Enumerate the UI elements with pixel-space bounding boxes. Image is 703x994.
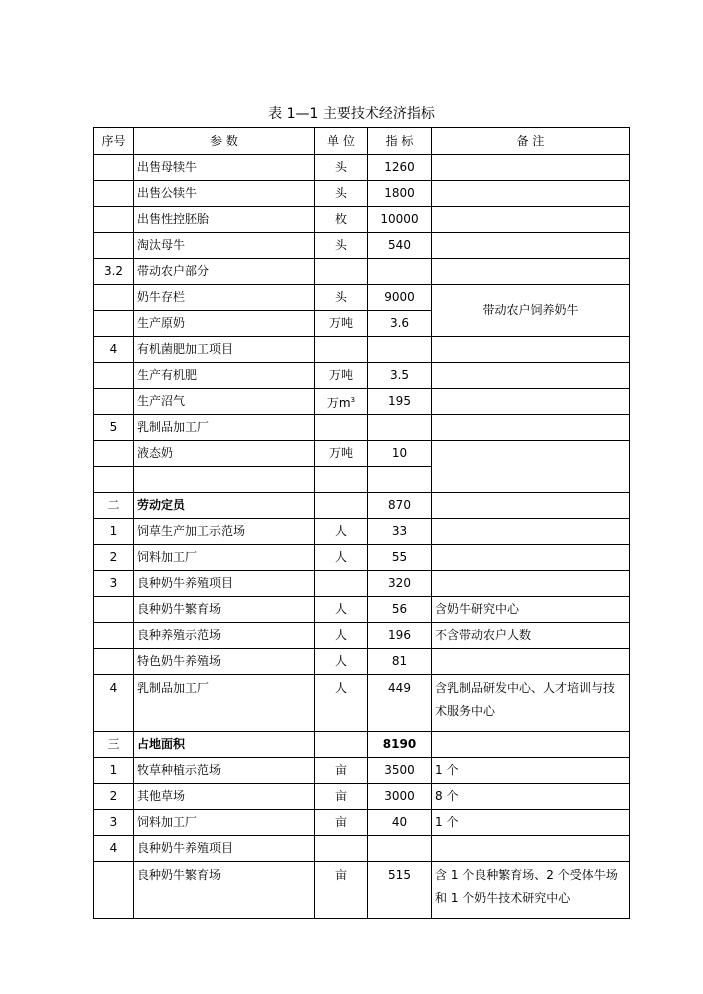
unit-superscript: 3 bbox=[350, 395, 356, 404]
table-row bbox=[94, 810, 630, 836]
cell-param: 出售母犊牛 bbox=[134, 155, 315, 181]
cell-no bbox=[94, 623, 134, 649]
cell-param: 淘汰母牛 bbox=[134, 233, 315, 259]
cell-unit: 人 bbox=[315, 623, 368, 649]
cell-no: 二 bbox=[94, 493, 134, 519]
cell-unit: 亩 bbox=[315, 784, 368, 810]
cell-no bbox=[94, 597, 134, 623]
cell-index: 1800 bbox=[368, 181, 432, 207]
cell-param: 良种奶牛养殖项目 bbox=[134, 836, 315, 862]
cell-param: 良种奶牛繁育场 bbox=[134, 862, 315, 919]
table-row bbox=[94, 233, 630, 259]
cell-no bbox=[94, 649, 134, 675]
cell-no: 2 bbox=[94, 545, 134, 571]
cell-note bbox=[432, 363, 630, 389]
cell-unit: 人 bbox=[315, 649, 368, 675]
cell-param: 液态奶 bbox=[134, 441, 315, 467]
cell-unit: 人 bbox=[315, 519, 368, 545]
col-header-index: 指 标 bbox=[368, 128, 432, 155]
cell-index bbox=[368, 467, 432, 493]
cell-no: 三 bbox=[94, 732, 134, 758]
cell-index: 10000 bbox=[368, 207, 432, 233]
cell-param: 劳动定员 bbox=[134, 493, 315, 519]
cell-unit: 人 bbox=[315, 597, 368, 623]
cell-unit bbox=[315, 337, 368, 363]
cell-param: 良种养殖示范场 bbox=[134, 623, 315, 649]
cell-index: 3000 bbox=[368, 784, 432, 810]
table-title: 表 1—1 主要技术经济指标 bbox=[268, 106, 435, 122]
cell-index: 81 bbox=[368, 649, 432, 675]
cell-index: 56 bbox=[368, 597, 432, 623]
cell-no: 3 bbox=[94, 810, 134, 836]
cell-index bbox=[368, 259, 432, 285]
cell-param: 生产沼气 bbox=[134, 389, 315, 415]
cell-note bbox=[432, 571, 630, 597]
cell-param: 特色奶牛养殖场 bbox=[134, 649, 315, 675]
cell-index: 540 bbox=[368, 233, 432, 259]
cell-param: 乳制品加工厂 bbox=[134, 675, 315, 732]
table-row bbox=[94, 862, 630, 919]
cell-unit: 万吨 bbox=[315, 311, 368, 337]
cell-no: 5 bbox=[94, 415, 134, 441]
cell-index: 196 bbox=[368, 623, 432, 649]
col-header-param: 参 数 bbox=[134, 128, 315, 155]
cell-index: 320 bbox=[368, 571, 432, 597]
cell-unit: 亩 bbox=[315, 758, 368, 784]
cell-index: 3.6 bbox=[368, 311, 432, 337]
cell-unit: 头 bbox=[315, 285, 368, 311]
cell-no bbox=[94, 181, 134, 207]
table-row bbox=[94, 259, 630, 285]
cell-unit: 人 bbox=[315, 675, 368, 732]
cell-no bbox=[94, 363, 134, 389]
cell-no: 4 bbox=[94, 836, 134, 862]
cell-no bbox=[94, 862, 134, 919]
cell-param: 生产原奶 bbox=[134, 311, 315, 337]
section-row bbox=[94, 493, 630, 519]
cell-note bbox=[432, 259, 630, 285]
cell-unit bbox=[315, 571, 368, 597]
cell-unit: 人 bbox=[315, 545, 368, 571]
cell-param: 饲草生产加工示范场 bbox=[134, 519, 315, 545]
cell-note-merged bbox=[432, 441, 630, 493]
table-row bbox=[94, 415, 630, 441]
cell-index: 870 bbox=[368, 493, 432, 519]
section-row bbox=[94, 732, 630, 758]
cell-unit: 头 bbox=[315, 181, 368, 207]
cell-no bbox=[94, 441, 134, 467]
cell-note bbox=[432, 389, 630, 415]
cell-index: 195 bbox=[368, 389, 432, 415]
cell-index: 449 bbox=[368, 675, 432, 732]
cell-unit: 头 bbox=[315, 233, 368, 259]
cell-note: 含奶牛研究中心 bbox=[432, 597, 630, 623]
cell-index: 55 bbox=[368, 545, 432, 571]
cell-param: 其他草场 bbox=[134, 784, 315, 810]
cell-unit bbox=[315, 467, 368, 493]
col-header-no: 序号 bbox=[94, 128, 134, 155]
cell-no: 1 bbox=[94, 519, 134, 545]
cell-index bbox=[368, 415, 432, 441]
cell-index: 10 bbox=[368, 441, 432, 467]
table-row bbox=[94, 207, 630, 233]
cell-no bbox=[94, 155, 134, 181]
cell-note: 含乳制品研发中心、人才培训与技术服务中心 bbox=[432, 675, 630, 732]
cell-no: 2 bbox=[94, 784, 134, 810]
table-row bbox=[94, 758, 630, 784]
cell-unit bbox=[315, 415, 368, 441]
cell-no: 1 bbox=[94, 758, 134, 784]
cell-param: 饲料加工厂 bbox=[134, 810, 315, 836]
cell-unit: 万吨 bbox=[315, 441, 368, 467]
table-row bbox=[94, 155, 630, 181]
cell-note bbox=[432, 649, 630, 675]
cell-param: 奶牛存栏 bbox=[134, 285, 315, 311]
cell-unit: 枚 bbox=[315, 207, 368, 233]
indicators-table bbox=[93, 127, 630, 919]
cell-param: 占地面积 bbox=[134, 732, 315, 758]
cell-note: 1 个 bbox=[432, 810, 630, 836]
table-row bbox=[94, 597, 630, 623]
table-row bbox=[94, 337, 630, 363]
cell-note bbox=[432, 732, 630, 758]
table-row bbox=[94, 649, 630, 675]
cell-param: 良种奶牛养殖项目 bbox=[134, 571, 315, 597]
cell-note: 1 个 bbox=[432, 758, 630, 784]
cell-note bbox=[432, 493, 630, 519]
cell-param: 出售公犊牛 bbox=[134, 181, 315, 207]
col-header-note: 备 注 bbox=[432, 128, 630, 155]
cell-no: 4 bbox=[94, 675, 134, 732]
table-row bbox=[94, 545, 630, 571]
cell-no bbox=[94, 467, 134, 493]
cell-index: 8190 bbox=[368, 732, 432, 758]
cell-note: 8 个 bbox=[432, 784, 630, 810]
cell-param bbox=[134, 467, 315, 493]
cell-no bbox=[94, 233, 134, 259]
table-row bbox=[94, 441, 630, 467]
cell-note bbox=[432, 836, 630, 862]
cell-unit: 头 bbox=[315, 155, 368, 181]
cell-index: 9000 bbox=[368, 285, 432, 311]
cell-unit: 亩 bbox=[315, 862, 368, 919]
table-row bbox=[94, 784, 630, 810]
cell-param: 牧草种植示范场 bbox=[134, 758, 315, 784]
cell-param: 有机菌肥加工项目 bbox=[134, 337, 315, 363]
cell-unit: 万吨 bbox=[315, 363, 368, 389]
table-row bbox=[94, 571, 630, 597]
cell-no: 4 bbox=[94, 337, 134, 363]
cell-index: 1260 bbox=[368, 155, 432, 181]
cell-unit bbox=[315, 493, 368, 519]
table-row bbox=[94, 519, 630, 545]
cell-note: 不含带动农户人数 bbox=[432, 623, 630, 649]
cell-index: 33 bbox=[368, 519, 432, 545]
cell-note bbox=[432, 233, 630, 259]
cell-unit bbox=[315, 732, 368, 758]
table-row bbox=[94, 389, 630, 415]
table-row bbox=[94, 623, 630, 649]
cell-note bbox=[432, 337, 630, 363]
cell-index bbox=[368, 836, 432, 862]
table-row bbox=[94, 285, 630, 311]
cell-index: 40 bbox=[368, 810, 432, 836]
cell-note bbox=[432, 181, 630, 207]
cell-no bbox=[94, 311, 134, 337]
cell-note bbox=[432, 545, 630, 571]
cell-note: 含 1 个良种繁育场、2 个受体牛场和 1 个奶牛技术研究中心 bbox=[432, 862, 630, 919]
table-row bbox=[94, 836, 630, 862]
cell-unit bbox=[315, 836, 368, 862]
cell-index bbox=[368, 337, 432, 363]
cell-no: 3.2 bbox=[94, 259, 134, 285]
cell-note bbox=[432, 519, 630, 545]
cell-no: 3 bbox=[94, 571, 134, 597]
cell-note-merged: 带动农户饲养奶牛 bbox=[432, 285, 630, 337]
col-header-unit: 单 位 bbox=[315, 128, 368, 155]
header-row bbox=[94, 128, 630, 155]
cell-index: 515 bbox=[368, 862, 432, 919]
cell-note bbox=[432, 415, 630, 441]
cell-note bbox=[432, 155, 630, 181]
table-row bbox=[94, 363, 630, 389]
cell-param: 饲料加工厂 bbox=[134, 545, 315, 571]
cell-param: 乳制品加工厂 bbox=[134, 415, 315, 441]
cell-no bbox=[94, 285, 134, 311]
cell-param: 良种奶牛繁育场 bbox=[134, 597, 315, 623]
cell-no bbox=[94, 389, 134, 415]
cell-param: 带动农户部分 bbox=[134, 259, 315, 285]
table-row bbox=[94, 675, 630, 732]
cell-unit: 亩 bbox=[315, 810, 368, 836]
cell-param: 出售性控胚胎 bbox=[134, 207, 315, 233]
cell-unit bbox=[315, 259, 368, 285]
cell-index: 3500 bbox=[368, 758, 432, 784]
cell-unit bbox=[315, 389, 368, 415]
unit-text: 万m bbox=[326, 395, 351, 410]
table-row bbox=[94, 181, 630, 207]
cell-no bbox=[94, 207, 134, 233]
cell-param: 生产有机肥 bbox=[134, 363, 315, 389]
cell-note bbox=[432, 207, 630, 233]
cell-index: 3.5 bbox=[368, 363, 432, 389]
